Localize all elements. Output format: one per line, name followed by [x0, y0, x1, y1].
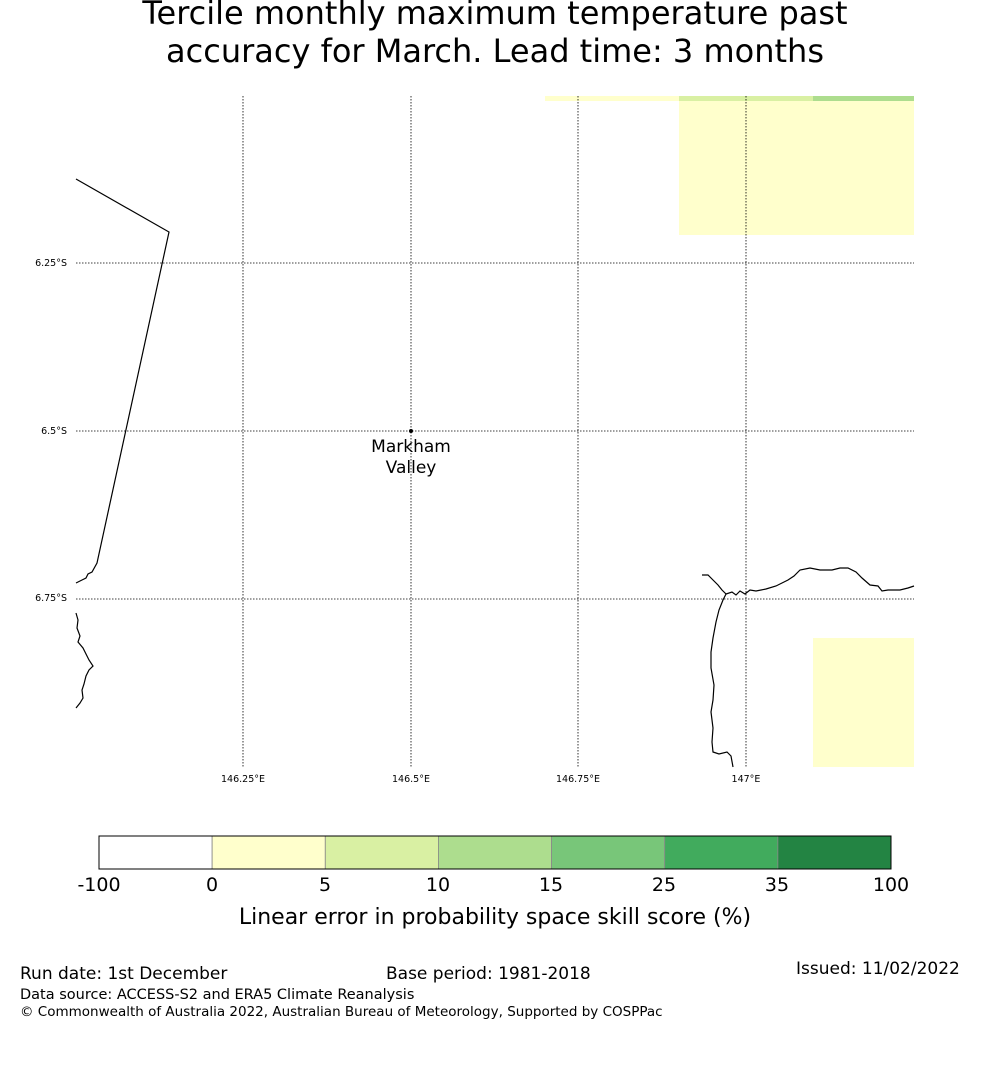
colorbar-tick-label: 100 — [872, 874, 910, 896]
colorbar-swatch — [778, 836, 891, 869]
coastlines — [76, 179, 914, 767]
colorbar-swatch — [438, 836, 551, 869]
data-source: Data source: ACCESS-S2 and ERA5 Climate Reanalysis — [20, 987, 415, 1003]
coastline-west — [76, 613, 93, 708]
location-label-line-2: Valley — [385, 458, 437, 478]
colorbar-tick-label: 25 — [651, 874, 677, 896]
run-date: Run date: 1st December — [20, 964, 228, 984]
skill-cell — [813, 638, 914, 767]
colorbar-swatch — [552, 836, 665, 869]
colorbar-tick-label: -100 — [77, 874, 121, 896]
colorbar-swatch — [212, 836, 325, 869]
copyright: © Commonwealth of Australia 2022, Australian Bureau of Meteorology, Supported by COSPPac — [20, 1004, 663, 1020]
location-label-line-1: Markham — [371, 437, 451, 457]
colorbar-tick-label: 5 — [318, 874, 332, 896]
location-marker — [409, 429, 413, 433]
colorbar-tick-label: 15 — [538, 874, 564, 896]
colorbar-swatch — [99, 836, 212, 869]
colorbar-tick-label: 10 — [425, 874, 451, 896]
coastline-north — [726, 568, 914, 595]
colorbar-swatches — [99, 836, 891, 869]
title-line-2: accuracy for March. Lead time: 3 months — [166, 32, 824, 70]
skill-cells — [545, 96, 914, 767]
lat-tick-label: 6.25°S — [35, 258, 67, 269]
border-line — [76, 179, 169, 583]
lon-tick-label: 147°E — [731, 774, 761, 785]
lat-tick-label: 6.5°S — [41, 426, 67, 437]
colorbar-tick-label: 35 — [764, 874, 790, 896]
skill-cell — [813, 96, 914, 101]
title-line-1: Tercile monthly maximum temperature past — [142, 0, 848, 32]
lat-tick-label: 6.75°S — [35, 593, 67, 604]
colorbar-tick-label: 0 — [205, 874, 219, 896]
colorbar-swatch — [665, 836, 778, 869]
lon-tick-label: 146.75°E — [556, 774, 600, 785]
lon-tick-label: 146.25°E — [221, 774, 265, 785]
colorbar-swatch — [325, 836, 438, 869]
skill-cell — [545, 96, 679, 101]
issued-date: Issued: 11/02/2022 — [796, 959, 960, 979]
colorbar — [77, 836, 909, 930]
lon-tick-label: 146.5°E — [392, 774, 430, 785]
skill-cell — [679, 101, 914, 235]
base-period: Base period: 1981-2018 — [386, 964, 591, 984]
colorbar-label: Linear error in probability space skill score (%) — [238, 905, 752, 930]
coastline-east — [702, 575, 733, 767]
